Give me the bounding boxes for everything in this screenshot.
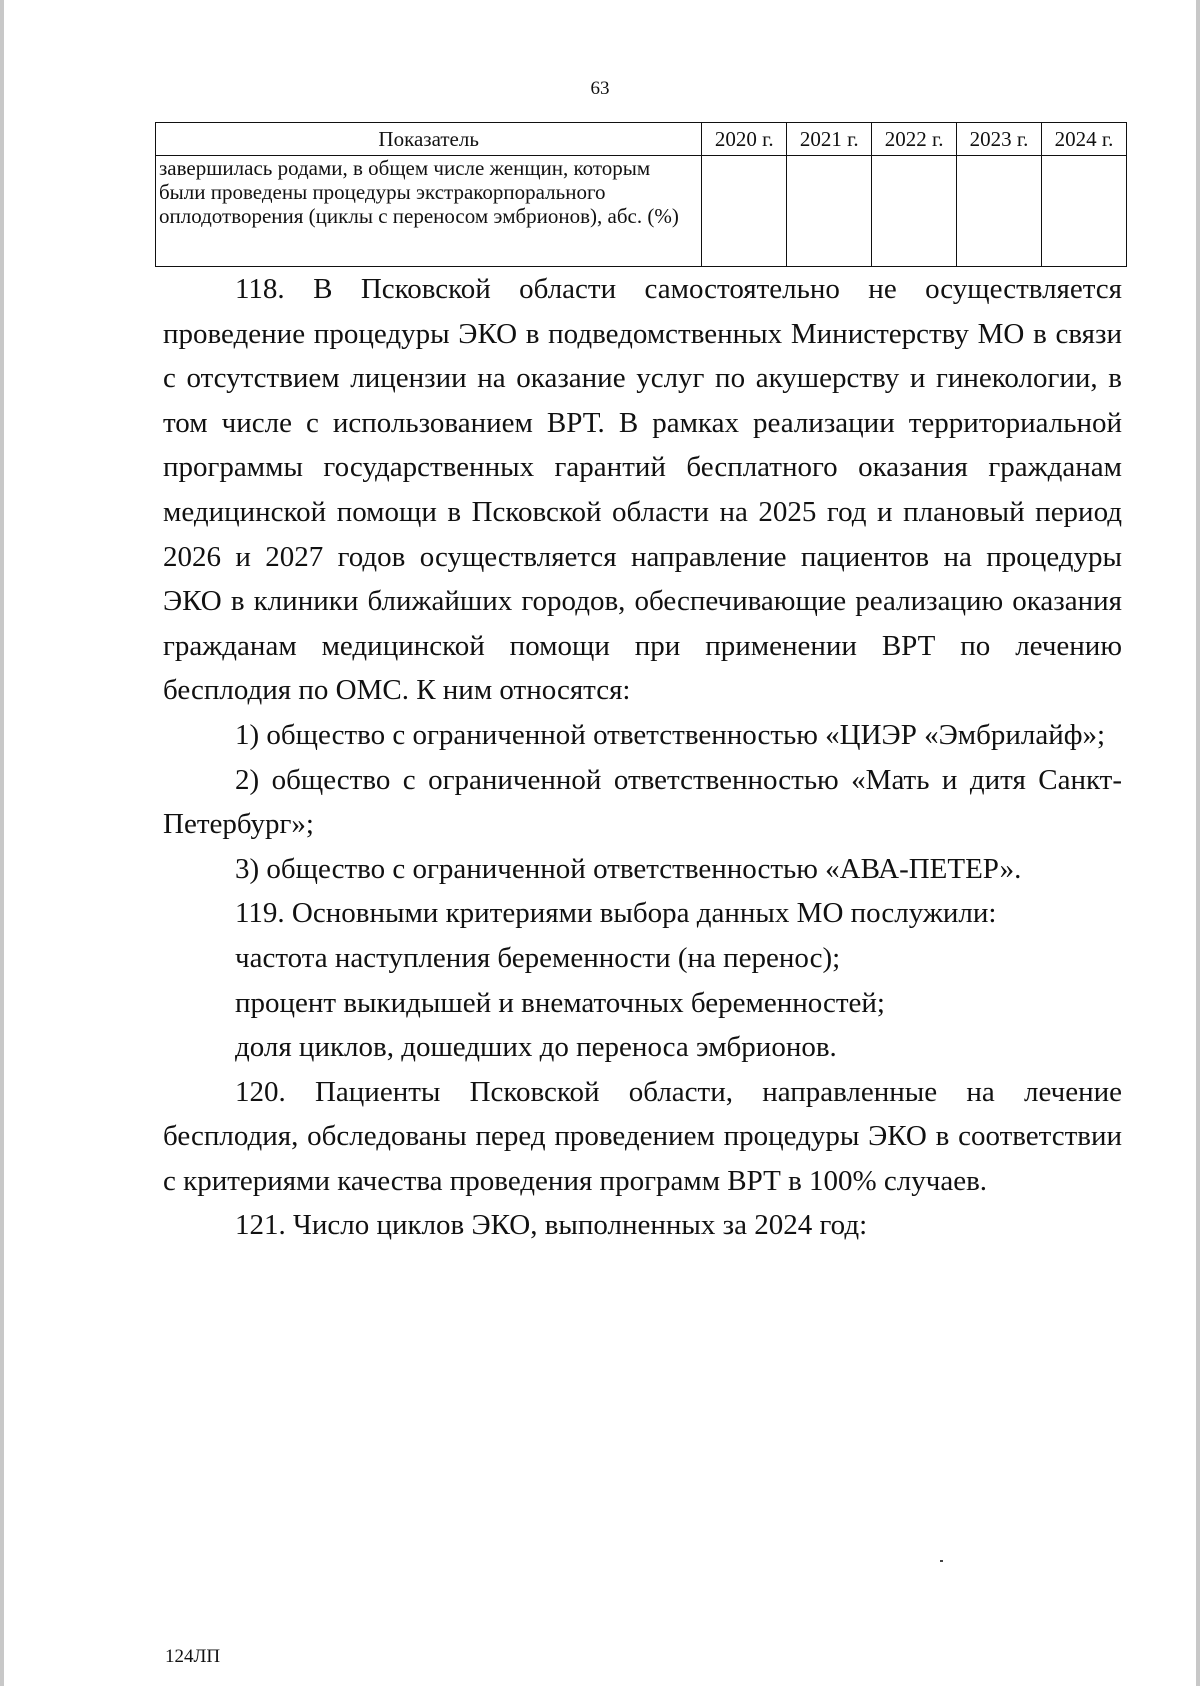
list-item-2: 2) общество с ограниченной ответственностью «Мать и дитя Санкт-Петербург»; [163,763,1122,841]
paragraph-118: 118. В Псковской области самостоятельно не осуществляется проведение процедуры ЭКО в подведомственных Министерству МО в связи с отсутствием лицензии на оказание услуг по акушерству и гинекологии, в том числе с использованием ВРТ. В рамках реализации территориальной программы государственных гарантий бесплатного оказания гражданам медицинской помощи в Псковской области на 2025 год и плановый период 2026 и 2027 годов осуществляется направление пациентов на процедуры ЭКО в клиники ближайших городов, обеспечивающие реализацию оказания гражданам медицинской помощи при применении ВРТ по лечению бесплодия по ОМС. К ним относятся: [163,273,1122,707]
header-year-2022: 2022 г. [872,123,957,156]
indicator-cell: завершилась родами, в общем числе женщин, которым были проведены процедуры экстракорпорального оплодотворения (циклы с переносом эмбрионов), абс. (%) [156,155,702,266]
list-item-1: 1) общество с ограниченной ответственностью «ЦИЭР «Эмбрилайф»; [235,718,1106,751]
body-text [163,267,1122,1248]
table-header-row [156,123,1127,156]
paragraph-121: 121. Число циклов ЭКО, выполненных за 2024 год: [235,1209,868,1242]
page-number: 63 [590,78,610,99]
header-year-2024: 2024 г. [1042,123,1127,156]
header-year-2023: 2023 г. [957,123,1042,156]
scan-speck [940,1560,943,1562]
criterion-1: частота наступления беременности (на перенос); [235,941,841,974]
header-year-2020: 2020 г. [702,123,787,156]
paragraph-120: 120. Пациенты Псковской области, направленные на лечение бесплодия, обследованы перед проведением процедуры ЭКО в соответствии с критериями качества проведения программ ВРТ в 100% случаев. [163,1075,1122,1197]
criterion-2: процент выкидышей и внематочных беременностей; [235,986,885,1019]
value-cell-2020 [702,155,787,266]
table-row [156,155,1127,266]
footer-code: 124ЛП [165,1646,221,1667]
value-cell-2021 [787,155,872,266]
value-cell-2022 [872,155,957,266]
indicator-table [155,122,1127,267]
paragraph-119: 119. Основными критериями выбора данных МО послужили: [235,897,997,930]
value-cell-2023 [957,155,1042,266]
header-indicator: Показатель [156,123,702,156]
header-year-2021: 2021 г. [787,123,872,156]
value-cell-2024 [1042,155,1127,266]
criterion-3: доля циклов, дошедших до переноса эмбрионов. [235,1031,837,1064]
list-item-3: 3) общество с ограниченной ответственностью «АВА-ПЕТЕР». [235,852,1022,885]
